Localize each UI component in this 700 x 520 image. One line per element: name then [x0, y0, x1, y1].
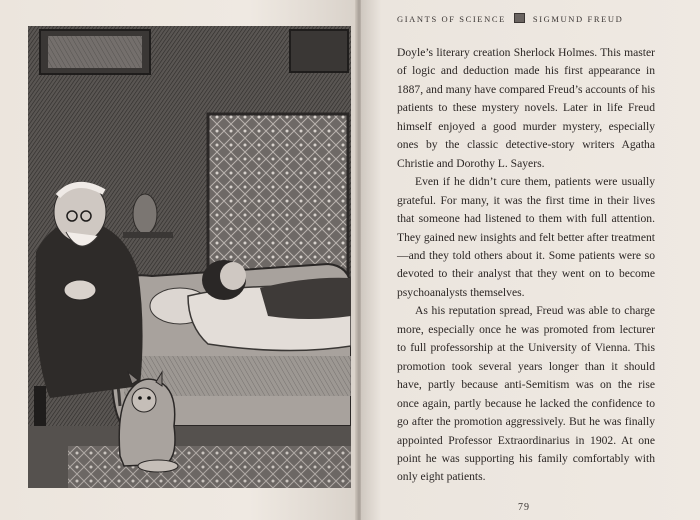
- paragraph: As his reputation spread, Freud was able to charge more, especially once he was promoted from lecturer to full professorship at the University of Vienna. This promotion took several years longer than it should have, partly because anti-Semitism was on the rise once again, partly because he lacked the confidence to go after the promotion aggressively. But he was finally appointed Professor Extraordinarius in 1902. At one point he was supporting his family comfortably with only eight patients.: [397, 304, 655, 484]
- running-head-series: GIANTS OF SCIENCE: [397, 14, 506, 24]
- page-number: 79: [518, 502, 530, 513]
- running-head-separator: [514, 13, 525, 23]
- engraving-illustration: [28, 26, 351, 488]
- body-text: [397, 44, 655, 487]
- paragraph: Even if he didn’t cure them, patients were usually grateful. For many, it was the first time in their lives that someone had listened to them with full attention. They gained new insights and felt better after treatment—and they told others about it. Some patients were so devoted to their analyst that they went on to become psychoanalysts themselves.: [397, 175, 655, 299]
- paragraph: Doyle’s literary creation Sherlock Holmes. This master of logic and deduction made his first appearance in 1887, and many have compared Freud’s accounts of his patients to these mystery novels. Later in life Freud himself enjoyed a good murder mystery, especially ones by the classic detective-story writers Agatha Christie and Dorothy L. Sayers.: [397, 46, 655, 170]
- running-head-subject: SIGMUND FREUD: [532, 14, 624, 24]
- illustration-drawing: [28, 26, 351, 488]
- running-head: [397, 13, 677, 24]
